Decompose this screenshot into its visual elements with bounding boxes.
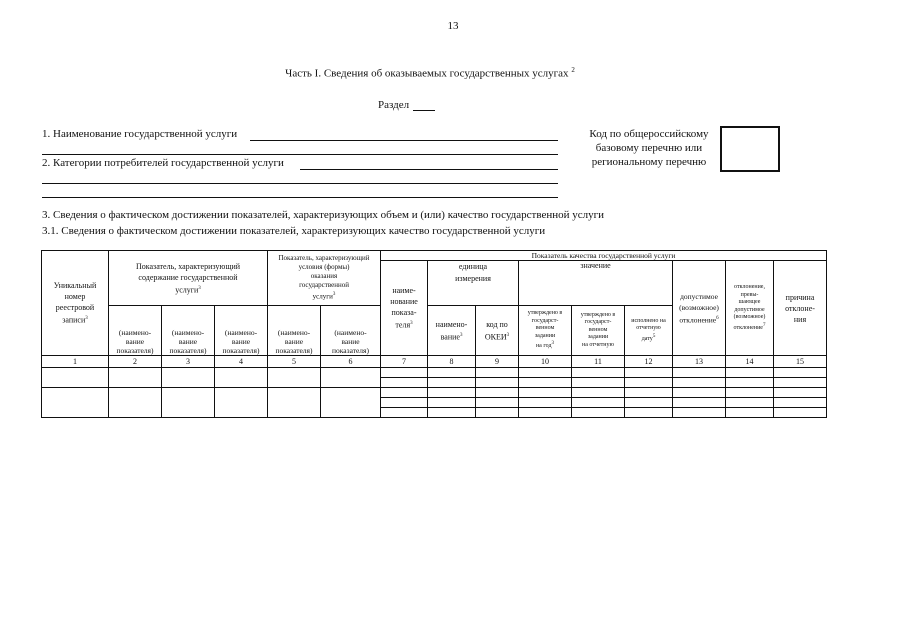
table-cell[interactable]: [428, 388, 476, 398]
section-field: Раздел: [378, 99, 435, 111]
table-cell[interactable]: [321, 388, 381, 418]
column-number: 10: [519, 356, 572, 368]
header-unit: единица измерения: [428, 261, 519, 306]
table-cell[interactable]: [774, 388, 827, 398]
table-cell[interactable]: [42, 388, 109, 418]
table-cell[interactable]: [109, 388, 162, 418]
table-cell[interactable]: [774, 408, 827, 418]
column-number: 2: [109, 356, 162, 368]
table-cell[interactable]: [109, 368, 162, 388]
table-cell[interactable]: [673, 388, 726, 398]
service-name-line-2[interactable]: [42, 154, 558, 155]
table-cell[interactable]: [381, 398, 428, 408]
service-name-label: 1. Наименование государственной услуги: [42, 128, 238, 140]
header-content-name-3: (наимено- вание показателя): [215, 306, 268, 356]
part-title: Часть I. Сведения об оказываемых государственных услугах $^2$: [285, 66, 575, 80]
table-cell[interactable]: [572, 408, 625, 418]
column-number: 3: [162, 356, 215, 368]
table-cell[interactable]: [476, 408, 519, 418]
page-number: 13: [447, 20, 459, 32]
column-number: 9: [476, 356, 519, 368]
table-cell[interactable]: [519, 378, 572, 388]
header-okei-code: код по ОКЕИ$^3$: [476, 306, 519, 356]
header-deviation-reason: причина отклоне- ния: [774, 261, 827, 356]
header-content-indicator: Показатель, характеризующий содержание государственной услуги$^3$: [109, 251, 268, 306]
header-content-name-1: (наимено- вание показателя): [109, 306, 162, 356]
table-cell[interactable]: [673, 368, 726, 378]
table-cell[interactable]: [726, 378, 774, 388]
table-cell[interactable]: [625, 378, 673, 388]
header-unit-name: наимено- вание$^3$: [428, 306, 476, 356]
header-unique-number: Уникальный номер реестровой записи$^3$: [42, 251, 109, 356]
table-cell[interactable]: [162, 368, 215, 388]
table-cell[interactable]: [625, 408, 673, 418]
table-cell[interactable]: [572, 398, 625, 408]
table-cell[interactable]: [673, 398, 726, 408]
header-indicator-name: наиме- нование показа- теля$^3$: [381, 261, 428, 356]
header-approved-year: утверждено в государст- венном задании на год$^3$: [519, 306, 572, 356]
header-allowable-deviation: допустимое (возможное) отклонение$^6$: [673, 261, 726, 356]
table-cell[interactable]: [381, 378, 428, 388]
header-quality-indicator: Показатель качества государственной услуги: [381, 251, 827, 261]
table-cell[interactable]: [726, 368, 774, 378]
registry-code-box[interactable]: [720, 126, 780, 172]
table-cell[interactable]: [673, 378, 726, 388]
header-value: значение: [519, 261, 673, 306]
section-3-1-heading: 3.1. Сведения о фактическом достижении показателей, характеризующих качество государственной услуги: [42, 225, 546, 237]
table-row: [42, 368, 827, 378]
table-cell[interactable]: [215, 388, 268, 418]
table-cell[interactable]: [673, 408, 726, 418]
header-conditions-name-2: (наимено- вание показателя): [321, 306, 381, 356]
table-cell[interactable]: [381, 408, 428, 418]
table-cell[interactable]: [321, 368, 381, 388]
table-cell[interactable]: [774, 368, 827, 378]
column-number: 15: [774, 356, 827, 368]
column-number: 5: [268, 356, 321, 368]
column-number: 13: [673, 356, 726, 368]
table-cell[interactable]: [42, 368, 109, 388]
header-conditions-name-1: (наимено- вание показателя): [268, 306, 321, 356]
column-number: 7: [381, 356, 428, 368]
table-cell[interactable]: [381, 388, 428, 398]
table-cell[interactable]: [519, 408, 572, 418]
table-cell[interactable]: [428, 408, 476, 418]
table-cell[interactable]: [572, 388, 625, 398]
table-cell[interactable]: [476, 368, 519, 378]
table-row: [42, 388, 827, 398]
section-3-heading: 3. Сведения о фактическом достижении показателей, характеризующих объем и (или) качество государственной услуги: [42, 209, 605, 221]
consumer-categories-label: 2. Категории потребителей государственной услуги: [42, 157, 284, 169]
table-cell[interactable]: [774, 398, 827, 408]
header-executed-date: исполнено на отчетную дату$^5$: [625, 306, 673, 356]
table-cell[interactable]: [572, 368, 625, 378]
column-number: 4: [215, 356, 268, 368]
table-cell[interactable]: [625, 388, 673, 398]
header-exceeding-deviation: отклонение, превы- шающее допустимое (возможное) отклонение$^7$: [726, 261, 774, 356]
header-approved-date: утверждено в государст- венном задании на отчетную: [572, 306, 625, 356]
consumer-categories-line-2[interactable]: [42, 183, 558, 184]
column-number: 14: [726, 356, 774, 368]
table-cell[interactable]: [476, 398, 519, 408]
table-cell[interactable]: [774, 378, 827, 388]
table-cell[interactable]: [428, 398, 476, 408]
consumer-categories-line[interactable]: [300, 169, 558, 170]
table-cell[interactable]: [519, 398, 572, 408]
table-cell[interactable]: [428, 368, 476, 378]
header-conditions-indicator: Показатель, характеризующий условия (формы) оказания государственной услуги$^3$: [268, 251, 381, 306]
table-cell[interactable]: [519, 368, 572, 378]
table-cell[interactable]: [726, 398, 774, 408]
table-cell[interactable]: [726, 388, 774, 398]
consumer-categories-line-3[interactable]: [42, 197, 558, 198]
table-cell[interactable]: [162, 388, 215, 418]
table-cell[interactable]: [476, 378, 519, 388]
table-cell[interactable]: [519, 388, 572, 398]
table-cell[interactable]: [476, 388, 519, 398]
column-number: 8: [428, 356, 476, 368]
section-number-blank[interactable]: [413, 99, 435, 111]
table-cell[interactable]: [625, 368, 673, 378]
service-name-line[interactable]: [250, 140, 558, 141]
header-content-name-2: (наимено- вание показателя): [162, 306, 215, 356]
table-cell[interactable]: [268, 388, 321, 418]
column-number: 12: [625, 356, 673, 368]
table-cell[interactable]: [381, 368, 428, 378]
table-cell[interactable]: [625, 398, 673, 408]
table-cell[interactable]: [572, 378, 625, 388]
table-cell[interactable]: [726, 408, 774, 418]
quality-indicators-table: [41, 250, 827, 418]
column-number: 11: [572, 356, 625, 368]
table-cell[interactable]: [268, 368, 321, 388]
column-number: 1: [42, 356, 109, 368]
column-number-row: [42, 356, 827, 368]
column-number: 6: [321, 356, 381, 368]
table-cell[interactable]: [428, 378, 476, 388]
code-label: Код по общероссийскому базовому перечню или региональному перечню: [589, 128, 709, 168]
table-cell[interactable]: [215, 368, 268, 388]
